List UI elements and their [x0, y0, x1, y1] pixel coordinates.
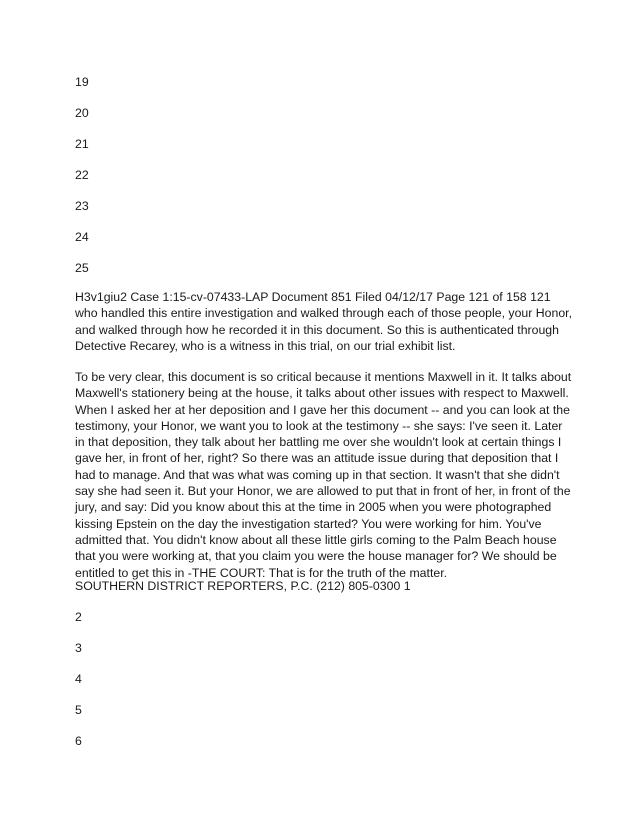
paragraph-header-text: H3v1giu2 Case 1:15-cv-07433-LAP Document 851 Filed 04/12/17 Page 121 of 158 121 who handled this entire investigation and walked through each of those people, your Honor, and walked through how he recorded it in this document. So this is authenticated through Detective Recarey, who is a witness in this trial, on our trial exhibit list.: [75, 290, 572, 353]
top-line-numbers: [75, 74, 89, 291]
line-number: 22: [75, 168, 89, 182]
line-number: 6: [75, 734, 82, 748]
line-number: 25: [75, 261, 89, 275]
line-number: 3: [75, 641, 82, 655]
bottom-line-numbers: [75, 609, 82, 764]
paragraph-body-text: To be very clear, this document is so critical because it mentions Maxwell in it. It talks about Maxwell's stationery being at the house, it talks about other issues with respect to Maxwell. When I asked her at her deposition and I gave her this document -- and you can look at the testimony, your Honor, we want you to look at the testimony -- she says: I've seen it. Later in that deposition, they talk about her battling me over she wouldn't look at certain things I gave her, in front of her, right? So there was an attitude issue during that deposition that I had to manage. And that was what was coming up in that section. It wasn't that she didn't say she had seen it. But your Honor, we are allowed to put that in front of her, in front of the jury, and say: Did you know about this at the time in 2005 when you were photographed kissing Epstein on the day the investigation started? You were working for him. You've admitted that. You didn't know about all these little girls coming to the Palm Beach house that you were working at, that you claim you were the house manager for? We should be entitled to get this in -THE COURT: That is for the truth of the matter.: [75, 370, 572, 580]
line-number: 5: [75, 703, 82, 717]
line-number: 21: [75, 137, 89, 151]
line-number: 4: [75, 672, 82, 686]
line-number: 20: [75, 106, 89, 120]
line-number: 2: [75, 610, 82, 624]
line-number: 23: [75, 199, 89, 213]
reporter-footer: SOUTHERN DISTRICT REPORTERS, P.C. (212) 805-0300 1: [75, 579, 411, 593]
line-number: 19: [75, 75, 89, 89]
line-number: 24: [75, 230, 89, 244]
